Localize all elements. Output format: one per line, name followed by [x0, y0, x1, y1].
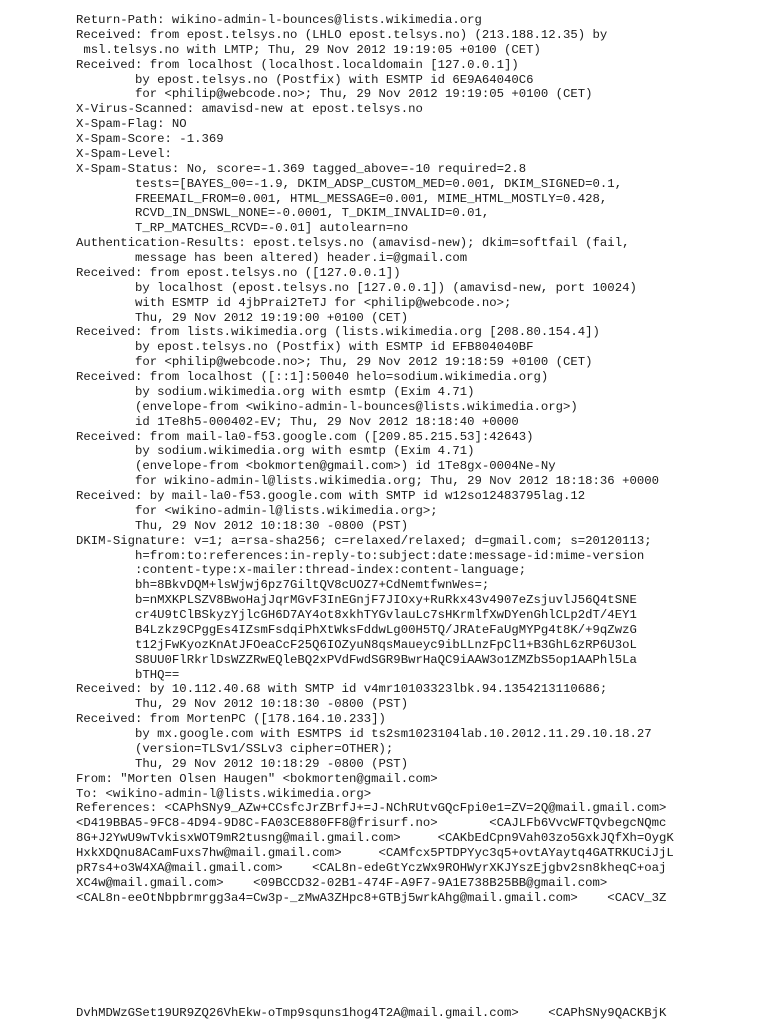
header-line: Return-Path: wikino-admin-l-bounces@lists.wikimedia.org [76, 13, 482, 27]
header-line: X-Spam-Status: No, score=-1.369 tagged_above=-10 required=2.8 [76, 161, 527, 176]
header-line: for <wikino-admin-l@lists.wikimedia.org>; [76, 503, 438, 518]
header-line: by sodium.wikimedia.org with esmtp (Exim 4.71) [76, 384, 475, 399]
header-line: h=from:to:references:in-reply-to:subject:date:message-id:mime-version [76, 548, 645, 563]
header-line: t12jFwKyozKnAtJFOeaCcF25Q6IOZyuN8qsMaueyc9ibLLnzFpCl1+B3GhL6zRP6U3oL [76, 637, 637, 652]
header-line: S8UU0FlRkrlDsWZZRwEQleBQ2xPVdFwdSGR9BwrHaQC9iAAW3o1ZMZbS5op1AAPhl5La [76, 652, 637, 667]
header-line: bh=8BkvDQM+lsWjwj6pz7GiltQV8cUOZ7+CdNemtfwnWes=; [76, 578, 490, 593]
header-line: Received: by 10.112.40.68 with SMTP id v4mr10103323lbk.94.1354213110686; [76, 682, 608, 697]
header-line: msl.telsys.no with LMTP; Thu, 29 Nov 2012 19:19:05 +0100 (CET) [76, 42, 541, 57]
header-line: Received: from localhost (localhost.localdomain [127.0.0.1]) [76, 57, 519, 72]
header-line: Received: from mail-la0-f53.google.com ([209.85.215.53]:42643) [76, 429, 534, 444]
header-line: Thu, 29 Nov 2012 10:18:30 -0800 (PST) [76, 518, 409, 533]
header-line: :content-type:x-mailer:thread-index:content-language; [76, 563, 527, 578]
header-line: <CAL8n-eeOtNbpbrmrgg3a4=Cw3p-_zMwA3ZHpc8+GTBj5wrkAhg@mail.gmail.com> <CACV_3Z [76, 890, 667, 905]
header-line: T_RP_MATCHES_RCVD=-0.01] autolearn=no [76, 221, 409, 236]
header-line: Received: by mail-la0-f53.google.com with SMTP id w12so12483795lag.12 [76, 489, 586, 503]
header-line: Received: from MortenPC ([178.164.10.233]) [76, 712, 386, 727]
header-line: (envelope-from <wikino-admin-l-bounces@lists.wikimedia.org>) [76, 399, 578, 414]
header-line: b=nMXKPLSZV8BwoHajJqrMGvF3InEGnjF7JIOxy+RuRkx43v4907eZsjuvlJ56Q4tSNE [76, 593, 637, 608]
header-line: bTHQ== [76, 667, 180, 682]
header-line: RCVD_IN_DNSWL_NONE=-0.0001, T_DKIM_INVALID=0.01, [76, 206, 490, 221]
header-line: B4Lzkz9CPggEs4IZsmFsdqiPhXtWksFddwLg00H5TQ/JRAteFaUgMYPg4t8K/+9qZwzG [76, 622, 637, 637]
header-line: for wikino-admin-l@lists.wikimedia.org; Thu, 29 Nov 2012 18:18:36 +0000 [76, 474, 659, 489]
header-line: by epost.telsys.no (Postfix) with ESMTP id 6E9A64040C6 [76, 72, 534, 87]
header-line: by epost.telsys.no (Postfix) with ESMTP id EFB804040BF [76, 340, 534, 355]
header-line: References: <CAPhSNy9_AZw+CCsfcJrZBrfJ+=J-NChRUtvGQcFpi0e1=ZV=2Q@mail.gmail.com> [76, 801, 667, 816]
header-line: Thu, 29 Nov 2012 10:18:29 -0800 (PST) [76, 756, 409, 771]
header-line: Thu, 29 Nov 2012 19:19:00 +0100 (CET) [76, 310, 409, 325]
header-line: for <philip@webcode.no>; Thu, 29 Nov 2012 19:18:59 +0100 (CET) [76, 355, 593, 370]
header-line: X-Spam-Flag: NO [76, 117, 187, 132]
header-line: DKIM-Signature: v=1; a=rsa-sha256; c=relaxed/relaxed; d=gmail.com; s=20120113; [76, 533, 652, 548]
header-line: with ESMTP id 4jbPrai2TeTJ for <philip@webcode.no>; [76, 295, 512, 310]
header-line: for <philip@webcode.no>; Thu, 29 Nov 2012 19:19:05 +0100 (CET) [76, 87, 593, 102]
header-line: X-Virus-Scanned: amavisd-new at epost.telsys.no [76, 102, 423, 117]
header-line: by localhost (epost.telsys.no [127.0.0.1]) (amavisd-new, port 10024) [76, 280, 637, 295]
header-line: Received: from localhost ([::1]:50040 helo=sodium.wikimedia.org) [76, 370, 549, 384]
header-line: Received: from epost.telsys.no ([127.0.0.1]) [76, 265, 401, 280]
header-line: FREEMAIL_FROM=0.001, HTML_MESSAGE=0.001, MIME_HTML_MOSTLY=0.428, [76, 191, 608, 206]
email-header-tail-line: DvhMDWzGSet19UR9ZQ26VhEkw-oTmp9squns1hog4T2A@mail.gmail.com> <CAPhSNy9QACKBjK [76, 1006, 667, 1020]
header-line: Authentication-Results: epost.telsys.no (amavisd-new); dkim=softfail (fail, [76, 236, 630, 251]
header-line: (envelope-from <bokmorten@gmail.com>) id 1Te8gx-0004Ne-Ny [76, 459, 556, 474]
header-line: Thu, 29 Nov 2012 10:18:30 -0800 (PST) [76, 697, 409, 712]
header-line: 8G+J2YwU9wTvkisxWOT9mR2tusng@mail.gmail.com> <CAKbEdCpn9Vah03zo5GxkJQfXh=OygK [76, 831, 674, 846]
header-line: (version=TLSv1/SSLv3 cipher=OTHER); [76, 741, 394, 756]
header-line: X-Spam-Score: -1.369 [76, 132, 224, 146]
header-line: HxkXDQnu8ACamFuxs7hw@mail.gmail.com> <CAMfcx5PTDPYyc3q5+ovtAYaytq4GATRKUCiJjL [76, 846, 674, 860]
header-line: id 1Te8h5-000402-EV; Thu, 29 Nov 2012 18:18:40 +0000 [76, 414, 519, 429]
header-line: <D419BBA5-9FC8-4D94-9D8C-FA03CE880FF8@frisurf.no> <CAJLFb6VvcWFTQvbegcNQmc [76, 816, 667, 831]
header-line: To: <wikino-admin-l@lists.wikimedia.org> [76, 786, 372, 801]
header-line: message has been altered) header.i=@gmail.com [76, 251, 468, 265]
header-line: X-Spam-Level: [76, 146, 172, 161]
header-line: by sodium.wikimedia.org with esmtp (Exim 4.71) [76, 444, 475, 459]
header-line: by mx.google.com with ESMTPS id ts2sm1023104lab.10.2012.11.29.10.18.27 [76, 727, 652, 741]
header-line: Received: from lists.wikimedia.org (lists.wikimedia.org [208.80.154.4]) [76, 325, 600, 340]
header-line: XC4w@mail.gmail.com> <09BCCD32-02B1-474F-A9F7-9A1E738B25BB@gmail.com> [76, 875, 608, 890]
email-header-block [76, 13, 674, 906]
header-line: tests=[BAYES_00=-1.9, DKIM_ADSP_CUSTOM_MED=0.001, DKIM_SIGNED=0.1, [76, 176, 623, 191]
header-line: Received: from epost.telsys.no (LHLO epost.telsys.no) (213.188.12.35) by [76, 27, 608, 42]
header-line: pR7s4+o3W4XA@mail.gmail.com> <CAL8n-edeGtYczWx9ROHWyrXKJYszEjgbv2sn8kheqC+oaj [76, 860, 667, 875]
header-line: From: "Morten Olsen Haugen" <bokmorten@gmail.com> [76, 771, 438, 786]
header-line: cr4U9tClBSkyzYjlcGH6D7AY4ot8xkhTYGvlauLc7sHKrmlfXwDYenGhlCLp2dT/4EY1 [76, 608, 637, 622]
